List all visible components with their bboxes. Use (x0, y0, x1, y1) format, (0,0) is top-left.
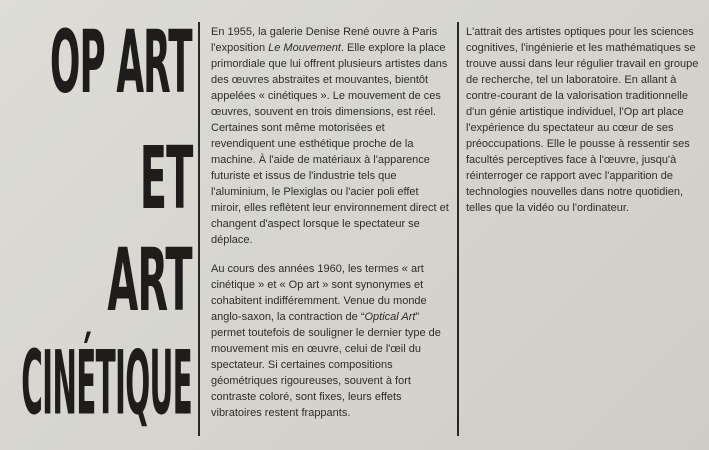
paragraph-1-text-a: En 1955, la galerie Denise René ouvre à Paris l'exposition (211, 26, 438, 54)
exhibition-title: Le Mouvement (268, 42, 341, 54)
text-column-1 (211, 24, 451, 434)
title-line-et: ET (139, 127, 192, 229)
paragraph-2-text-a: Au cours des années 1960, les termes « art cinétique » et « Op art » sont synonymes et cohabitent indifféremment. Venue du monde anglo-saxon, la contraction de “ (211, 263, 427, 323)
section-title (12, 11, 192, 438)
paragraph-1 (211, 24, 451, 248)
paragraph-2 (211, 261, 451, 421)
paragraph-2-text-b: ” permet toutefois de souligner le dernier type de mouvement mis en œuvre, celui de l'œil du spectateur. Si certaines compositions géométriques rigoureuses, souvent à fort contraste coloré, sont fixes, leurs effets vibratoires restent frappants. (211, 311, 441, 419)
paragraph-3: L'attrait des artistes optiques pour les sciences cognitives, l'ingénierie et les mathématiques se trouve aussi dans leur régulier travail en groupe de recherche, tel un laboratoire. En allant à contre-courant de la valorisation traditionnelle d'un génie artistique individuel, l'Op art place l'expérience du spectateur au cœur de ses préoccupations. Elle le pousse à ressentir ses facultés perceptives face à l'œuvre, jusqu'à réinterroger ce rapport avec l'apparition de technologies nouvelles dans notre quotidien, telles que la vidéo ou l'ordinateur. (466, 26, 699, 214)
paragraph-1-text-b: . Elle explore la place primordiale que lui offrent plusieurs artistes dans des œuvres abstraites et mouvantes, bientôt appelées « cinétiques ». Le mouvement de ces œuvres, souvent en trois dimensions, est réel. Certaines sont même motorisées et revendiquent une esthétique proche de la machine. À l'aide de matériaux à l'apparence futuriste et issus de l'industrie tels que l'aluminium, le Plexiglas ou l'acier poli effet miroir, elles reflètent leur environnement direct et changent d'aspect lorsque le spectateur se déplace. (211, 42, 449, 246)
vertical-divider-left (198, 22, 200, 436)
vertical-divider-right (457, 22, 459, 436)
optical-art-term: Optical Art (364, 311, 416, 323)
title-line-art: ART (107, 229, 192, 331)
text-column-2 (466, 24, 702, 229)
title-line-cinetique: CINÉTIQUE (21, 331, 192, 435)
title-line-op-art: OP ART (50, 11, 192, 113)
